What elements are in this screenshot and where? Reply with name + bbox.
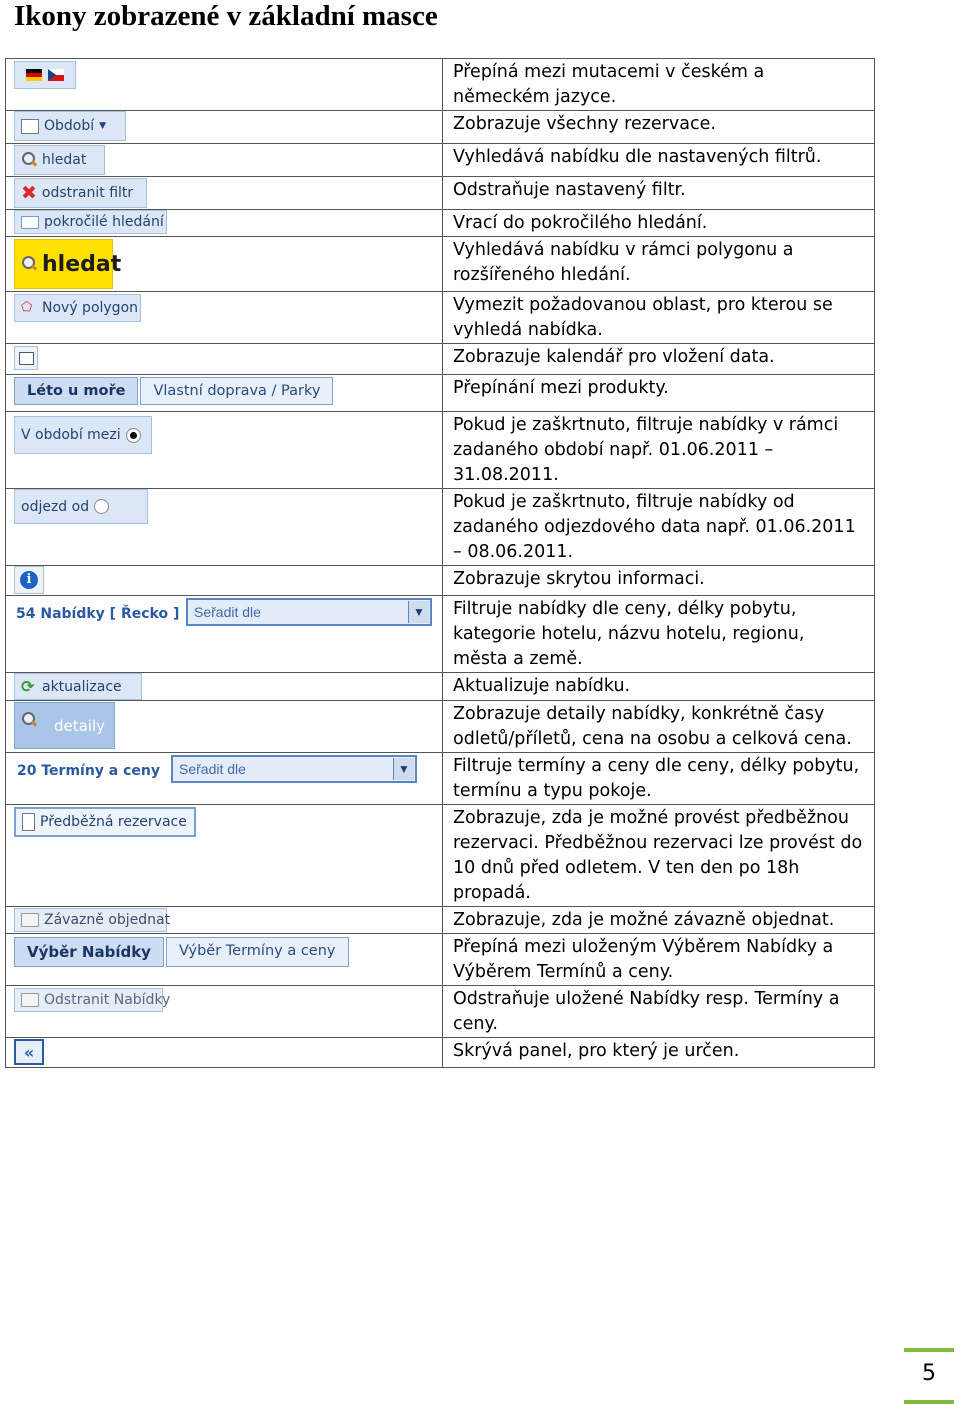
magnifier-icon (21, 712, 49, 740)
polygon-search-button[interactable] (14, 239, 122, 289)
chevron-down-icon[interactable]: ▼ (393, 758, 414, 780)
product-tabs (14, 377, 333, 405)
czech-flag-icon[interactable] (48, 69, 64, 81)
binding-order-label: Závazně objednat (44, 912, 171, 928)
details-label: detaily (54, 716, 106, 735)
table-row (6, 237, 875, 292)
calendar-icon (19, 352, 34, 365)
document-icon (22, 813, 35, 831)
table-row (6, 934, 875, 986)
german-flag-icon[interactable] (26, 69, 42, 81)
departure-radio-label: odjezd od (21, 498, 90, 515)
table-row (6, 596, 875, 673)
row-description: Přepíná mezi uloženým Výběrem Nabídky a Výběrem Termínů a ceny. (453, 937, 834, 982)
tab-selected-offers[interactable]: Výběr Nabídky (14, 937, 164, 967)
table-row (6, 412, 875, 489)
table-row (6, 59, 875, 111)
table-row (6, 144, 875, 177)
period-dropdown-button[interactable] (14, 111, 126, 141)
search-button-label: hledat (42, 152, 87, 168)
row-description: Odstraňuje nastavený filtr. (453, 180, 686, 200)
remove-offers-label: Odstranit Nabídky (44, 992, 171, 1008)
row-description: Skrývá panel, pro který je určen. (453, 1041, 740, 1061)
collapse-panel-button[interactable] (14, 1039, 44, 1065)
row-description: Vyhledává nabídku v rámci polygonu a rozšířeného hledání. (453, 240, 794, 285)
info-icon: i (20, 571, 38, 589)
row-description: Aktualizuje nabídku. (453, 676, 631, 696)
chevron-down-icon[interactable]: ▼ (408, 601, 429, 623)
offers-sort-select[interactable] (186, 598, 432, 626)
remove-filter-button[interactable] (14, 178, 147, 208)
table-row (6, 805, 875, 907)
row-description: Zobrazuje kalendář pro vložení data. (453, 347, 775, 367)
close-icon: ✖ (21, 182, 37, 204)
refresh-button[interactable] (14, 673, 142, 700)
row-description: Zobrazuje detaily nabídky, konkrétně časy odletů/příletů, cena na osobu a celková cena. (453, 704, 852, 749)
period-radio-label: V období mezi (21, 427, 121, 443)
selection-tabs (14, 937, 349, 967)
advanced-search-button[interactable] (14, 210, 167, 234)
info-button[interactable] (14, 566, 44, 594)
offers-count: 54 Nabídky [ Řecko ] (16, 606, 180, 622)
double-chevron-left-icon: « (23, 1042, 35, 1062)
table-row (6, 701, 875, 753)
binding-order-button[interactable] (14, 908, 171, 932)
row-description: Zobrazuje všechny rezervace. (453, 114, 716, 134)
row-description: Přepínání mezi produkty. (453, 378, 669, 398)
preliminary-reservation-label: Předběžná rezervace (40, 814, 187, 830)
document-remove-icon (21, 993, 39, 1007)
table-row (6, 753, 875, 805)
table-row (6, 1038, 875, 1068)
search-button[interactable] (14, 145, 105, 175)
new-polygon-label: Nový polygon (42, 300, 139, 316)
refresh-icon: ⟳ (21, 676, 35, 696)
table-row (6, 566, 875, 596)
row-description: Vrací do pokročilého hledání. (453, 213, 708, 233)
row-description: Zobrazuje, zda je možné provést předběžnou rezervaci. Předběžnou rezervaci lze provést do 10 dnů před odletem. V ten den po 18h propadá. (453, 808, 863, 903)
advanced-search-label: pokročilé hledání (44, 214, 164, 230)
remove-filter-label: odstranit filtr (41, 185, 134, 201)
table-row (6, 907, 875, 934)
tab-selected-dates[interactable]: Výběr Termíny a ceny (166, 937, 349, 967)
sort-select-label: Seřadit dle (179, 761, 246, 777)
table-row (6, 111, 875, 144)
search-icon (21, 152, 37, 168)
preliminary-reservation-button[interactable] (14, 807, 196, 837)
row-description: Zobrazuje skrytou informaci. (453, 569, 705, 589)
icon-table (5, 58, 875, 1068)
row-description: Vymezit požadovanou oblast, pro kterou se vyhledá nabídka. (453, 295, 833, 340)
windows-icon (21, 216, 39, 229)
row-description: Zobrazuje, zda je možné závazně objednat. (453, 910, 835, 930)
row-description: Filtruje termíny a ceny dle ceny, délky pobytu, termínu a typu pokoje. (453, 756, 860, 801)
tab-summer-sea[interactable]: Léto u moře (14, 377, 138, 405)
row-description: Vyhledává nabídku dle nastavených filtrů. (453, 147, 822, 167)
new-polygon-button[interactable] (14, 294, 141, 322)
page-title: Ikony zobrazené v základní masce (14, 0, 438, 32)
table-row (6, 375, 875, 412)
dates-sort-select[interactable] (171, 755, 417, 783)
calendar-button[interactable] (14, 346, 38, 370)
dates-count: 20 Termíny a ceny (17, 763, 161, 779)
page-number: 5 (904, 1348, 954, 1404)
period-radio-option[interactable] (14, 416, 152, 454)
table-row (6, 489, 875, 566)
row-description: Přepíná mezi mutacemi v českém a německém jazyce. (453, 62, 765, 107)
table-row (6, 177, 875, 210)
calendar-clock-icon (21, 119, 39, 134)
departure-radio-option[interactable] (14, 489, 148, 524)
language-switch[interactable] (14, 61, 76, 89)
row-description: Filtruje nabídky dle ceny, délky pobytu, kategorie hotelu, názvu hotelu, regionu, města a země. (453, 599, 805, 669)
table-row (6, 292, 875, 344)
period-label: Období (44, 118, 95, 134)
tab-own-transport[interactable]: Vlastní doprava / Parky (140, 377, 333, 405)
list-icon (21, 913, 39, 927)
row-description: Pokud je zaškrtnuto, filtruje nabídky v rámci zadaného období např. 01.06.2011 – 31.08.2011. (453, 415, 839, 485)
chevron-down-icon: ▼ (99, 121, 107, 131)
table-row (6, 673, 875, 701)
remove-offers-button[interactable] (14, 988, 171, 1012)
row-description: Odstraňuje uložené Nabídky resp. Termíny a ceny. (453, 989, 840, 1034)
departure-radio[interactable] (94, 499, 109, 514)
row-description: Pokud je zaškrtnuto, filtruje nabídky od zadaného odjezdového data např. 01.06.2011 – 08.06.2011. (453, 492, 856, 562)
table-row (6, 986, 875, 1038)
polygon-search-label: hledat (42, 251, 122, 277)
details-button[interactable] (14, 702, 115, 749)
refresh-label: aktualizace (42, 678, 122, 695)
polygon-icon: ⬠ (21, 300, 33, 315)
period-radio[interactable] (126, 428, 141, 443)
table-row (6, 210, 875, 237)
table-row (6, 344, 875, 375)
sort-select-label: Seřadit dle (194, 604, 261, 620)
search-icon (21, 256, 37, 272)
